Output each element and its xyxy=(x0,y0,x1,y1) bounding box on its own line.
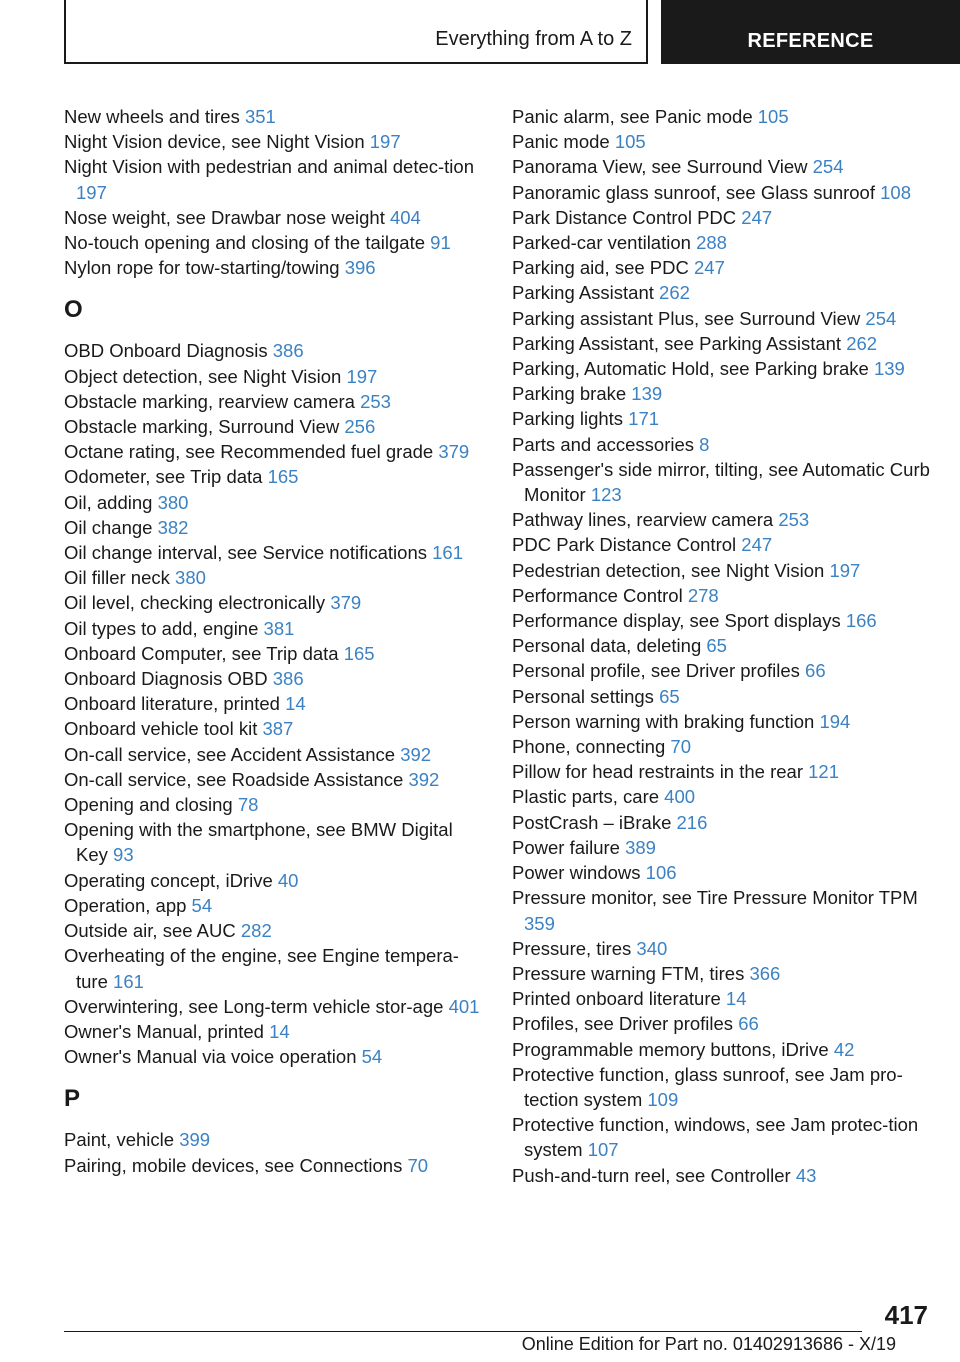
index-entry xyxy=(64,129,484,154)
index-entry-text: Programmable memory buttons, iDrive xyxy=(512,1038,834,1060)
page-reference-link[interactable]: 386 xyxy=(272,668,304,690)
index-entry-text: Odometer, see Trip data xyxy=(64,466,268,488)
index-entry xyxy=(512,306,932,331)
index-entry xyxy=(64,616,484,641)
index-entry xyxy=(512,1112,932,1162)
page-reference-link[interactable]: 66 xyxy=(805,660,826,682)
index-entry xyxy=(512,885,932,935)
index-entry xyxy=(512,507,932,532)
index-entry-text: Printed onboard literature xyxy=(512,988,726,1010)
page-reference-link[interactable]: 70 xyxy=(407,1154,429,1176)
index-entry-text: Power windows xyxy=(512,862,646,884)
index-entry xyxy=(64,364,484,389)
page-reference-link[interactable]: 65 xyxy=(659,685,680,707)
page-reference-link[interactable]: 78 xyxy=(237,794,259,816)
index-entry xyxy=(64,691,484,716)
index-entry-text: New wheels and tires xyxy=(64,106,245,127)
index-entry-text: OBD Onboard Diagnosis xyxy=(64,340,273,362)
index-column-right xyxy=(512,104,932,1188)
index-entry-text: Protective function, windows, see Jam protec‐tion system xyxy=(512,1114,919,1161)
index-entry xyxy=(64,1019,484,1044)
index-entry xyxy=(64,338,484,363)
page-number: 417 xyxy=(884,1300,928,1330)
index-entry xyxy=(512,1011,932,1036)
index-entry xyxy=(64,439,484,464)
index-entry-text: Oil, adding xyxy=(64,491,158,513)
index-entry-text: On-call service, see Accident Assistance xyxy=(64,743,401,765)
index-entry xyxy=(64,767,484,792)
index-entry-text: Onboard Diagnosis OBD xyxy=(64,668,273,690)
page-reference-link[interactable]: 166 xyxy=(845,610,877,632)
index-entry xyxy=(512,154,932,179)
page-reference-link[interactable]: 139 xyxy=(631,383,663,405)
index-entry-text: Parking lights xyxy=(512,408,629,430)
page-reference-link[interactable]: 91 xyxy=(430,232,451,254)
index-entry xyxy=(64,389,484,414)
page-reference-link[interactable]: 382 xyxy=(157,516,189,538)
index-entry xyxy=(512,381,932,406)
index-entry-text: Parts and accessories xyxy=(512,433,700,455)
page-reference-link[interactable]: 278 xyxy=(687,584,719,606)
index-entry-text: Parking aid, see PDC xyxy=(512,257,695,279)
page-reference-link[interactable]: 216 xyxy=(676,811,708,833)
index-entry-text: Obstacle marking, rearview camera xyxy=(64,390,361,412)
page-reference-link[interactable]: 70 xyxy=(670,736,691,758)
index-entry-text: Passenger's side mirror, tilting, see Automatic Curb Monitor xyxy=(512,458,930,506)
index-entry-text: Panic mode xyxy=(512,131,615,153)
index-entry-text: Parked-car ventilation xyxy=(512,232,697,254)
index-entry xyxy=(512,860,932,885)
index-entry xyxy=(512,835,932,860)
page-reference-link[interactable]: 106 xyxy=(645,862,677,884)
page-reference-link[interactable]: 400 xyxy=(664,786,696,808)
page-reference-link[interactable]: 366 xyxy=(749,962,781,984)
page-reference-link[interactable]: 197 xyxy=(829,559,861,581)
index-entry xyxy=(64,590,484,615)
page-reference-link[interactable]: 121 xyxy=(808,761,840,783)
index-entry-text: Paint, vehicle xyxy=(64,1129,180,1151)
index-entry-text: Onboard literature, printed xyxy=(64,693,286,715)
index-entry xyxy=(512,734,932,759)
index-entry-text: Onboard vehicle tool kit xyxy=(64,718,263,740)
page-reference-link[interactable]: 379 xyxy=(330,592,362,614)
page-reference-link[interactable]: 340 xyxy=(636,937,668,959)
index-column-left xyxy=(64,104,484,1178)
index-entry-text: Outside air, see AUC xyxy=(64,920,241,942)
reference-tab-label: REFERENCE xyxy=(747,30,874,52)
index-entry-text: Phone, connecting xyxy=(512,736,671,758)
index-entry xyxy=(512,633,932,658)
index-entry-text: Personal data, deleting xyxy=(512,635,707,657)
page-reference-link[interactable]: 401 xyxy=(448,995,480,1017)
index-entry xyxy=(64,666,484,691)
page-reference-link[interactable]: 197 xyxy=(369,131,401,153)
index-entry xyxy=(512,432,932,457)
index-entry xyxy=(64,1153,484,1178)
index-entry xyxy=(512,936,932,961)
index-entry xyxy=(512,583,932,608)
footer-divider xyxy=(64,1331,862,1332)
page-reference-link[interactable]: 165 xyxy=(343,642,375,664)
index-entry xyxy=(512,608,932,633)
index-entry-text: Panoramic glass sunroof, see Glass sunroof xyxy=(512,181,881,203)
page-reference-link[interactable]: 253 xyxy=(778,509,810,531)
index-entry-text: Overheating of the engine, see Engine tempera‐ture xyxy=(64,945,459,992)
index-entry-text: Night Vision device, see Night Vision xyxy=(64,131,370,153)
index-entry-text: Performance Control xyxy=(512,584,688,606)
index-entry xyxy=(512,684,932,709)
index-entry xyxy=(512,180,932,205)
index-entry-text: Profiles, see Driver profiles xyxy=(512,1013,739,1035)
index-entry xyxy=(512,810,932,835)
index-entry xyxy=(64,255,484,280)
index-entry xyxy=(512,558,932,583)
index-entry-text: Operating concept, iDrive xyxy=(64,869,278,891)
index-entry xyxy=(64,792,484,817)
index-entry-text: On-call service, see Roadside Assistance xyxy=(64,768,409,790)
index-entry-text: Oil change interval, see Service notifications xyxy=(64,542,433,564)
index-entry xyxy=(64,1127,484,1152)
index-entry xyxy=(64,414,484,439)
index-entry-text: Operation, app xyxy=(64,894,192,916)
page-reference-link[interactable]: 107 xyxy=(587,1139,619,1161)
page-reference-link[interactable]: 387 xyxy=(262,718,294,740)
index-entry-text: Panic alarm, see Panic mode xyxy=(512,106,758,127)
page-reference-link[interactable]: 54 xyxy=(191,894,213,916)
page-reference-link[interactable]: 14 xyxy=(725,988,747,1010)
page-reference-link[interactable]: 392 xyxy=(400,743,432,765)
page-reference-link[interactable]: 262 xyxy=(846,332,878,354)
index-entry-text: No-touch opening and closing of the tailgate xyxy=(64,232,431,254)
page-reference-link[interactable]: 247 xyxy=(694,257,725,279)
index-entry xyxy=(512,129,932,154)
index-entry-text: Night Vision with pedestrian and animal detec‐tion xyxy=(64,156,474,178)
index-entry xyxy=(64,893,484,918)
index-entry-text: Parking, Automatic Hold, see Parking brake xyxy=(512,358,874,380)
page-reference-link[interactable]: 247 xyxy=(741,206,773,228)
page-reference-link[interactable]: 386 xyxy=(272,340,304,362)
index-entry xyxy=(512,961,932,986)
page-reference-link[interactable]: 14 xyxy=(269,1020,290,1042)
index-entry xyxy=(512,205,932,230)
index-entry xyxy=(64,154,484,204)
index-entry-text: Oil change xyxy=(64,516,158,538)
page-reference-link[interactable]: 359 xyxy=(524,912,555,934)
index-entry xyxy=(512,986,932,1011)
page-reference-link[interactable]: 65 xyxy=(706,635,727,657)
index-entry-text: PostCrash – iBrake xyxy=(512,811,677,833)
page-reference-link[interactable]: 379 xyxy=(438,441,470,463)
page-reference-link[interactable]: 93 xyxy=(113,844,134,866)
index-letter-heading: P xyxy=(64,1085,81,1113)
page-reference-link[interactable]: 66 xyxy=(738,1013,759,1035)
index-entry-text: Onboard Computer, see Trip data xyxy=(64,642,344,664)
index-entry-text: Oil filler neck xyxy=(64,567,176,589)
page-reference-link[interactable]: 8 xyxy=(699,433,710,455)
index-entry xyxy=(512,709,932,734)
page-reference-link[interactable]: 109 xyxy=(647,1088,679,1110)
header-section-box xyxy=(64,0,648,64)
page-reference-link[interactable]: 108 xyxy=(880,181,911,203)
index-entry xyxy=(64,742,484,767)
page-reference-link[interactable]: 247 xyxy=(741,534,773,556)
index-entry xyxy=(512,1037,932,1062)
index-entry xyxy=(64,817,484,867)
index-entry xyxy=(64,490,484,515)
index-entry xyxy=(512,457,932,507)
page-reference-link[interactable]: 262 xyxy=(659,282,690,304)
index-entry xyxy=(512,230,932,255)
index-entry-text: Pressure monitor, see Tire Pressure Monitor TPM xyxy=(512,887,918,909)
index-entry xyxy=(512,331,932,356)
index-entry-text: Parking assistant Plus, see Surround View xyxy=(512,307,866,329)
page-reference-link[interactable]: 43 xyxy=(795,1164,817,1186)
index-entry-text: Push-and-turn reel, see Controller xyxy=(512,1164,796,1186)
index-entry-text: Pairing, mobile devices, see Connections xyxy=(64,1154,408,1176)
index-entry-text: Overwintering, see Long-term vehicle stor‐age xyxy=(64,995,449,1017)
index-entry-text: Pedestrian detection, see Night Vision xyxy=(512,559,830,581)
page-reference-link[interactable]: 14 xyxy=(285,693,306,715)
page-reference-link[interactable]: 40 xyxy=(277,869,299,891)
index-entry xyxy=(64,205,484,230)
page-reference-link[interactable]: 254 xyxy=(865,307,897,329)
page-reference-link[interactable]: 194 xyxy=(819,710,851,732)
index-entry xyxy=(64,716,484,741)
page-reference-link[interactable]: 404 xyxy=(389,206,421,228)
index-entry xyxy=(512,1062,932,1112)
index-entry xyxy=(64,943,484,993)
page-reference-link[interactable]: 42 xyxy=(833,1038,855,1060)
index-entry-text: Opening with the smartphone, see BMW Digital Key xyxy=(64,819,453,866)
index-entry-text: Power failure xyxy=(512,836,626,858)
page-reference-link[interactable]: 288 xyxy=(696,232,727,254)
index-entry-text: Owner's Manual via voice operation xyxy=(64,1046,362,1068)
index-entry xyxy=(512,532,932,557)
page-reference-link[interactable]: 380 xyxy=(157,491,189,513)
page-reference-link[interactable]: 197 xyxy=(346,365,378,387)
index-entry xyxy=(64,918,484,943)
page-reference-link[interactable]: 282 xyxy=(240,920,272,942)
page-reference-link[interactable]: 105 xyxy=(757,106,789,127)
index-entry xyxy=(64,540,484,565)
page-reference-link[interactable]: 389 xyxy=(625,836,656,858)
index-entry-text: Oil types to add, engine xyxy=(64,617,264,639)
index-entry xyxy=(64,104,484,129)
index-entry xyxy=(64,230,484,255)
page-reference-link[interactable]: 253 xyxy=(360,390,391,412)
index-entry-text: Parking Assistant, see Parking Assistant xyxy=(512,332,847,354)
index-entry-text: Park Distance Control PDC xyxy=(512,206,742,228)
page-reference-link[interactable]: 197 xyxy=(76,181,107,203)
index-entry-text: Personal settings xyxy=(512,685,660,707)
page-reference-link[interactable]: 396 xyxy=(344,257,376,279)
index-entry xyxy=(512,1163,932,1188)
index-entry-text: Obstacle marking, Surround View xyxy=(64,416,345,438)
reference-tab xyxy=(661,0,960,64)
index-entry-text: Person warning with braking function xyxy=(512,710,820,732)
page-reference-link[interactable]: 54 xyxy=(361,1046,383,1068)
index-entry-text: Pressure warning FTM, tires xyxy=(512,962,750,984)
index-entry xyxy=(64,565,484,590)
index-entry-text: Owner's Manual, printed xyxy=(64,1020,270,1042)
index-entry xyxy=(512,759,932,784)
index-entry-text: Performance display, see Sport displays xyxy=(512,610,846,632)
index-entry-text: Oil level, checking electronically xyxy=(64,592,331,614)
page-reference-link[interactable]: 380 xyxy=(175,567,206,589)
index-entry xyxy=(512,784,932,809)
page-reference-link[interactable]: 351 xyxy=(244,106,276,127)
page-reference-link[interactable]: 392 xyxy=(408,768,440,790)
footer-edition: Online Edition for Part no. 01402913686 - X/19 xyxy=(521,1334,896,1354)
index-entry-text: Parking Assistant xyxy=(512,282,660,304)
index-entry xyxy=(512,255,932,280)
page-reference-link[interactable]: 105 xyxy=(614,131,646,153)
index-entry xyxy=(512,104,932,129)
index-entry xyxy=(512,280,932,305)
page-reference-link[interactable]: 165 xyxy=(267,466,299,488)
index-letter-heading: O xyxy=(64,296,83,324)
index-entry xyxy=(64,994,484,1019)
index-entry xyxy=(512,406,932,431)
page-reference-link[interactable]: 399 xyxy=(179,1129,211,1151)
index-entry-text: Parking brake xyxy=(512,383,632,405)
index-entry xyxy=(64,1044,484,1069)
page-reference-link[interactable]: 161 xyxy=(432,542,464,564)
index-entry-text: Nylon rope for tow-starting/towing xyxy=(64,257,345,279)
index-entry-text: Plastic parts, care xyxy=(512,786,665,808)
index-entry-text: Pathway lines, rearview camera xyxy=(512,509,779,531)
index-entry-text: Protective function, glass sunroof, see Jam pro‐tection system xyxy=(512,1063,903,1110)
page-reference-link[interactable]: 254 xyxy=(812,156,844,178)
index-entry xyxy=(512,356,932,381)
index-entry-text: Panorama View, see Surround View xyxy=(512,156,813,178)
page-reference-link[interactable]: 139 xyxy=(873,358,905,380)
index-entry xyxy=(64,868,484,893)
index-entry-text: Pillow for head restraints in the rear xyxy=(512,761,809,783)
page-reference-link[interactable]: 171 xyxy=(628,408,660,430)
index-entry xyxy=(64,515,484,540)
page-reference-link[interactable]: 381 xyxy=(263,617,295,639)
page-reference-link[interactable]: 123 xyxy=(590,484,622,506)
index-entry xyxy=(512,658,932,683)
section-title: Everything from A to Z xyxy=(435,28,632,50)
page-reference-link[interactable]: 256 xyxy=(344,416,376,438)
index-entry xyxy=(64,464,484,489)
index-entry xyxy=(64,641,484,666)
index-entry-text: Opening and closing xyxy=(64,794,238,816)
index-entry-text: Nose weight, see Drawbar nose weight xyxy=(64,206,390,228)
index-entry-text: Object detection, see Night Vision xyxy=(64,365,347,387)
page-reference-link[interactable]: 161 xyxy=(113,970,144,992)
index-entry-text: Pressure, tires xyxy=(512,937,637,959)
index-entry-text: Personal profile, see Driver profiles xyxy=(512,660,806,682)
index-entry-text: PDC Park Distance Control xyxy=(512,534,742,556)
index-entry-text: Octane rating, see Recommended fuel grade xyxy=(64,441,439,463)
